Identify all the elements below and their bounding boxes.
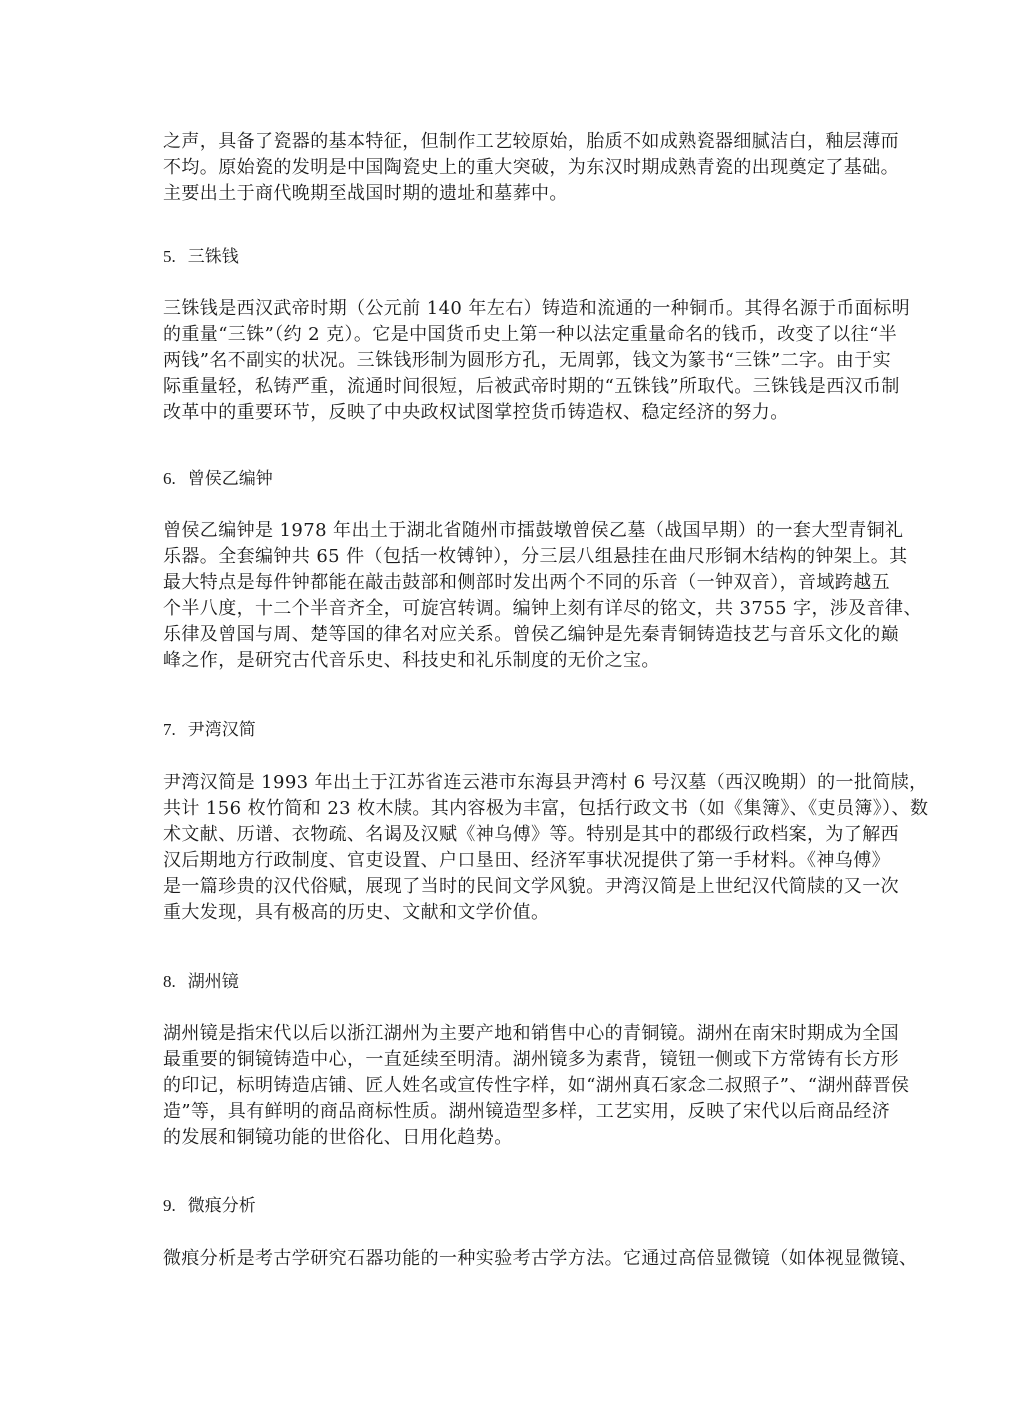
section-heading-7 [163,718,256,742]
text-line: 个半八度，十二个半音齐全，可旋宫转调。编钟上刻有详尽的铭文，共 3755 字，涉及音律、 [163,598,922,619]
section-number: 5. [163,247,176,266]
text-line: 乐器。全套编钟共 65 件（包括一枚镈钟），分三层八组悬挂在曲尺形铜木结构的钟架上。其 [163,546,908,567]
text-line: 术文献、历谱、衣物疏、名谒及汉赋《神乌傅》等。特别是其中的郡级行政档案，为了解西 [163,824,899,845]
text-line: 尹湾汉简是 1993 年出土于江苏省连云港市东海县尹湾村 6 号汉墓（西汉晚期）的一批简牍， [163,772,928,793]
text-line: 峰之作，是研究古代音乐史、科技史和礼乐制度的无价之宝。 [163,650,660,671]
section-title: 微痕分析 [187,1196,256,1216]
paragraph-section-5 [163,296,910,426]
section-heading-8 [163,970,239,994]
section-number: 6. [163,469,176,488]
paragraph-section-9 [163,1246,918,1272]
text-line: 最重要的铜镜铸造中心，一直延续至明清。湖州镜多为素背，镜钮一侧或下方常铸有长方形 [163,1049,899,1070]
paragraph-section-7 [163,770,929,926]
text-line: 三铢钱是西汉武帝时期（公元前 140 年左右）铸造和流通的一种铜币。其得名源于币面标明 [163,298,910,319]
section-title: 尹湾汉简 [187,720,256,740]
text-line: 汉后期地方行政制度、官吏设置、户口垦田、经济军事状况提供了第一手材料。《神乌傅》 [163,850,890,871]
text-line: 造”等，具有鲜明的商品商标性质。湖州镜造型多样，工艺实用，反映了宋代以后商品经济 [163,1101,891,1122]
text-line: 是一篇珍贵的汉代俗赋，展现了当时的民间文学风貌。尹湾汉简是上世纪汉代简牍的又一次 [163,876,899,897]
paragraph-section-8 [163,1021,910,1151]
text-line: 重大发现，具有极高的历史、文献和文学价值。 [163,902,550,923]
section-title: 湖州镜 [187,972,239,992]
section-title: 曾侯乙编钟 [187,469,273,489]
section-number: 9. [163,1196,176,1215]
text-line: 之声，具备了瓷器的基本特征，但制作工艺较原始，胎质不如成熟瓷器细腻洁白，釉层薄而 [163,131,899,152]
text-line: 不均。原始瓷的发明是中国陶瓷史上的重大突破，为东汉时期成熟青瓷的出现奠定了基础。 [163,157,899,178]
text-line: 共计 156 枚竹简和 23 枚木牍。其内容极为丰富，包括行政文书（如《集簿》、《吏员簿》）、数 [163,798,929,819]
text-line: 乐律及曾国与周、楚等国的律名对应关系。曾侯乙编钟是先秦青铜铸造技艺与音乐文化的巅 [163,624,899,645]
section-heading-5 [163,245,239,269]
text-line: 的重量“三铢”（约 2 克）。它是中国货币史上第一种以法定重量命名的钱币，改变了以往“半 [163,324,898,345]
section-heading-9 [163,1194,256,1218]
text-line: 最大特点是每件钟都能在敲击鼓部和侧部时发出两个不同的乐音（一钟双音），音域跨越五 [163,572,890,593]
section-number: 7. [163,720,176,739]
text-line: 改革中的重要环节，反映了中央政权试图掌控货币铸造权、稳定经济的努力。 [163,402,789,423]
text-line: 主要出土于商代晚期至战国时期的遗址和墓葬中。 [163,183,568,204]
paragraph-continuation [163,129,899,207]
text-line: 的发展和铜镜功能的世俗化、日用化趋势。 [163,1127,513,1148]
paragraph-section-6 [163,518,922,674]
text-line: 湖州镜是指宋代以后以浙江湖州为主要产地和销售中心的青铜镜。湖州在南宋时期成为全国 [163,1023,899,1044]
text-line: 两钱”名不副实的状况。三铢钱形制为圆形方孔，无周郭，钱文为篆书“三铢”二字。由于实 [163,350,892,371]
section-heading-6 [163,467,273,491]
text-line: 的印记，标明铸造店铺、匠人姓名或宣传性字样，如“湖州真石家念二叔照子”、“湖州薛晋侯 [163,1075,910,1096]
text-line: 微痕分析是考古学研究石器功能的一种实验考古学方法。它通过高倍显微镜（如体视显微镜、 [163,1248,918,1269]
section-title: 三铢钱 [187,247,239,267]
text-line: 际重量轻，私铸严重，流通时间很短，后被武帝时期的“五铢钱”所取代。三铢钱是西汉币制 [163,376,900,397]
section-number: 8. [163,972,176,991]
text-line: 曾侯乙编钟是 1978 年出土于湖北省随州市擂鼓墩曾侯乙墓（战国早期）的一套大型青铜礼 [163,520,904,541]
